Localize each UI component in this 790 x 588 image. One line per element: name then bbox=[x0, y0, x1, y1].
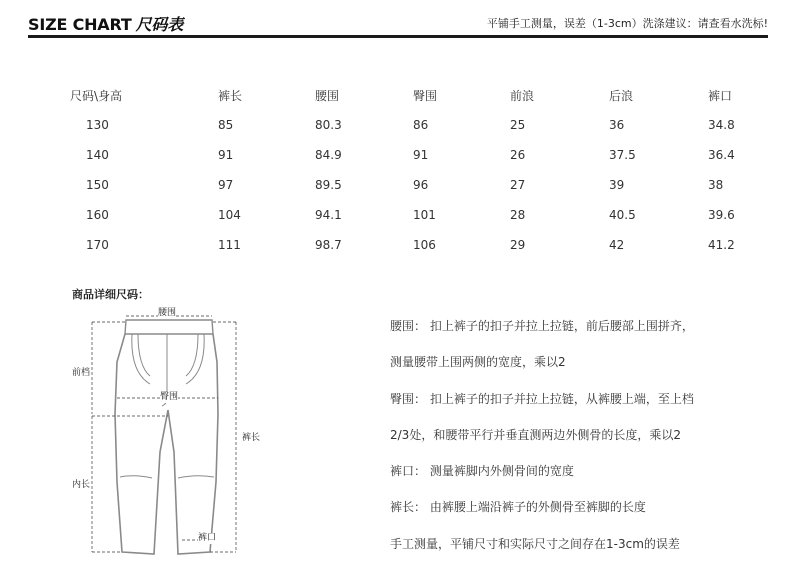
table-cell: 97 bbox=[218, 178, 234, 192]
label-waist: 腰围 bbox=[158, 308, 177, 318]
table-cell: 27 bbox=[510, 178, 526, 192]
table-cell: 36.4 bbox=[708, 148, 735, 162]
pants-diagram bbox=[60, 302, 280, 582]
label-front-rise: 前档 bbox=[72, 368, 91, 378]
table-row bbox=[70, 110, 768, 140]
description-line: 2/3处，和腰带平行并垂直测两边外侧骨的长度，乘以2 bbox=[390, 427, 681, 442]
table-cell: 150 bbox=[86, 178, 109, 192]
table-row bbox=[70, 170, 768, 200]
column-header: 裤口 bbox=[708, 88, 733, 103]
table-cell: 94.1 bbox=[315, 208, 342, 222]
table-cell: 111 bbox=[218, 238, 241, 252]
table-cell: 37.5 bbox=[609, 148, 636, 162]
description-line: 测量腰带上围两侧的宽度，乘以2 bbox=[390, 355, 566, 370]
table-cell: 160 bbox=[86, 208, 109, 222]
table-cell: 96 bbox=[413, 178, 429, 192]
table-cell: 98.7 bbox=[315, 238, 342, 252]
table-cell: 86 bbox=[413, 118, 429, 132]
column-header: 裤长 bbox=[218, 88, 243, 103]
label-leg-opening: 裤口 bbox=[198, 533, 217, 543]
table-cell: 91 bbox=[218, 148, 234, 162]
table-cell: 130 bbox=[86, 118, 109, 132]
header-divider bbox=[28, 35, 768, 38]
table-cell: 104 bbox=[218, 208, 241, 222]
table-cell: 26 bbox=[510, 148, 526, 162]
title-en: SIZE CHART bbox=[28, 15, 132, 34]
table-cell: 38 bbox=[708, 178, 724, 192]
description-line: 腰围： 扣上裤子的扣子并拉上拉链，前后腰部上围拼齐， bbox=[390, 319, 694, 333]
table-cell: 40.5 bbox=[609, 208, 636, 222]
table-cell: 80.3 bbox=[315, 118, 342, 132]
table-cell: 41.2 bbox=[708, 238, 735, 252]
table-cell: 29 bbox=[510, 238, 526, 252]
table-cell: 170 bbox=[86, 238, 109, 252]
measurement-descriptions bbox=[390, 316, 694, 570]
table-row bbox=[70, 230, 768, 260]
description-line: 臀围： 扣上裤子的扣子并拉上拉链，从裤腰上端，至上档 bbox=[390, 391, 694, 406]
label-hip: 臀围 bbox=[160, 392, 179, 402]
header bbox=[0, 0, 790, 40]
table-cell: 89.5 bbox=[315, 178, 342, 192]
table-cell: 34.8 bbox=[708, 118, 735, 132]
table-cell: 106 bbox=[413, 238, 436, 252]
label-length: 裤长 bbox=[242, 433, 261, 443]
table-cell: 91 bbox=[413, 148, 429, 162]
table-cell: 36 bbox=[609, 118, 625, 132]
table-cell: 25 bbox=[510, 118, 526, 132]
table-cell: 85 bbox=[218, 118, 234, 132]
label-inseam: 内长 bbox=[72, 480, 91, 490]
table-header-row bbox=[70, 80, 768, 110]
size-table bbox=[70, 80, 768, 260]
measurement-note: 平铺手工测量，误差（1-3cm）洗涤建议：请查看水洗标! bbox=[486, 17, 768, 30]
description-line: 手工测量，平铺尺寸和实际尺寸之间存在1-3cm的误差 bbox=[390, 536, 680, 551]
column-header: 前浪 bbox=[510, 88, 535, 103]
table-cell: 28 bbox=[510, 208, 526, 222]
table-cell: 84.9 bbox=[315, 148, 342, 162]
column-header: 后浪 bbox=[609, 88, 634, 103]
table-cell: 140 bbox=[86, 148, 109, 162]
table-cell: 42 bbox=[609, 238, 625, 252]
page-title bbox=[28, 12, 183, 35]
table-cell: 101 bbox=[413, 208, 436, 222]
description-line: 裤长： 由裤腰上端沿裤子的外侧骨至裤脚的长度 bbox=[390, 500, 646, 515]
table-row bbox=[70, 140, 768, 170]
column-header: 腰围 bbox=[315, 88, 340, 103]
table-cell: 39 bbox=[609, 178, 625, 192]
column-header: 臀围 bbox=[413, 88, 438, 103]
title-cn: 尺码表 bbox=[135, 15, 184, 34]
table-cell: 39.6 bbox=[708, 208, 735, 222]
detail-title: 商品详细尺码： bbox=[72, 288, 149, 301]
table-row bbox=[70, 200, 768, 230]
description-line: 裤口： 测量裤脚内外侧骨间的宽度 bbox=[390, 464, 574, 479]
column-header: 尺码\身高 bbox=[70, 88, 123, 103]
